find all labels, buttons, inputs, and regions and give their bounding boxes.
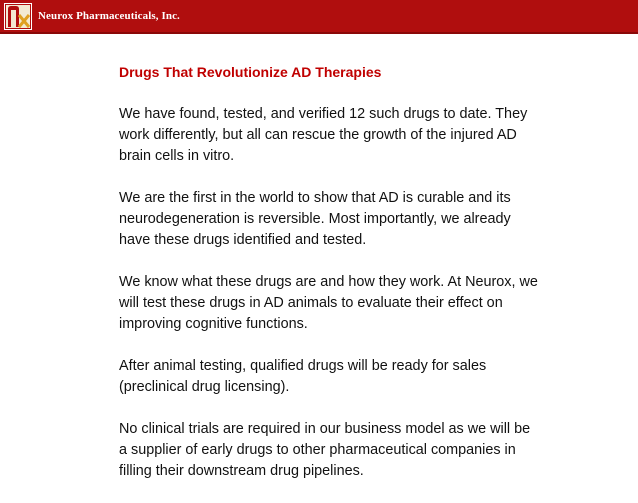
slide-title: Drugs That Revolutionize AD Therapies: [119, 64, 382, 80]
neurox-logo-icon: [4, 3, 32, 30]
paragraph-business-model: No clinical trials are required in our business model as we will be a supplier of early drugs to other pharmaceutical companies in filling their downstream drug pipelines.: [119, 421, 531, 479]
slide-content: [119, 62, 539, 503]
header-bar: [0, 0, 638, 34]
paragraph-drugs-found: We have found, tested, and verified 12 such drugs to date. They work differently, but all can rescue the growth of the injured AD brain cells in vitro.: [119, 106, 528, 164]
paragraph-licensing: After animal testing, qualified drugs will be ready for sales (preclinical drug licensing).: [119, 358, 487, 395]
company-name: Neurox Pharmaceuticals, Inc.: [38, 10, 180, 22]
paragraph-ad-curable: We are the first in the world to show that AD is curable and its neurodegeneration is reversible. Most importantly, we already have these drugs identified and tested.: [119, 190, 511, 248]
paragraph-animal-tests: We know what these drugs are and how they work. At Neurox, we will test these drugs in AD animals to evaluate their effect on improving cognitive functions.: [119, 274, 538, 332]
